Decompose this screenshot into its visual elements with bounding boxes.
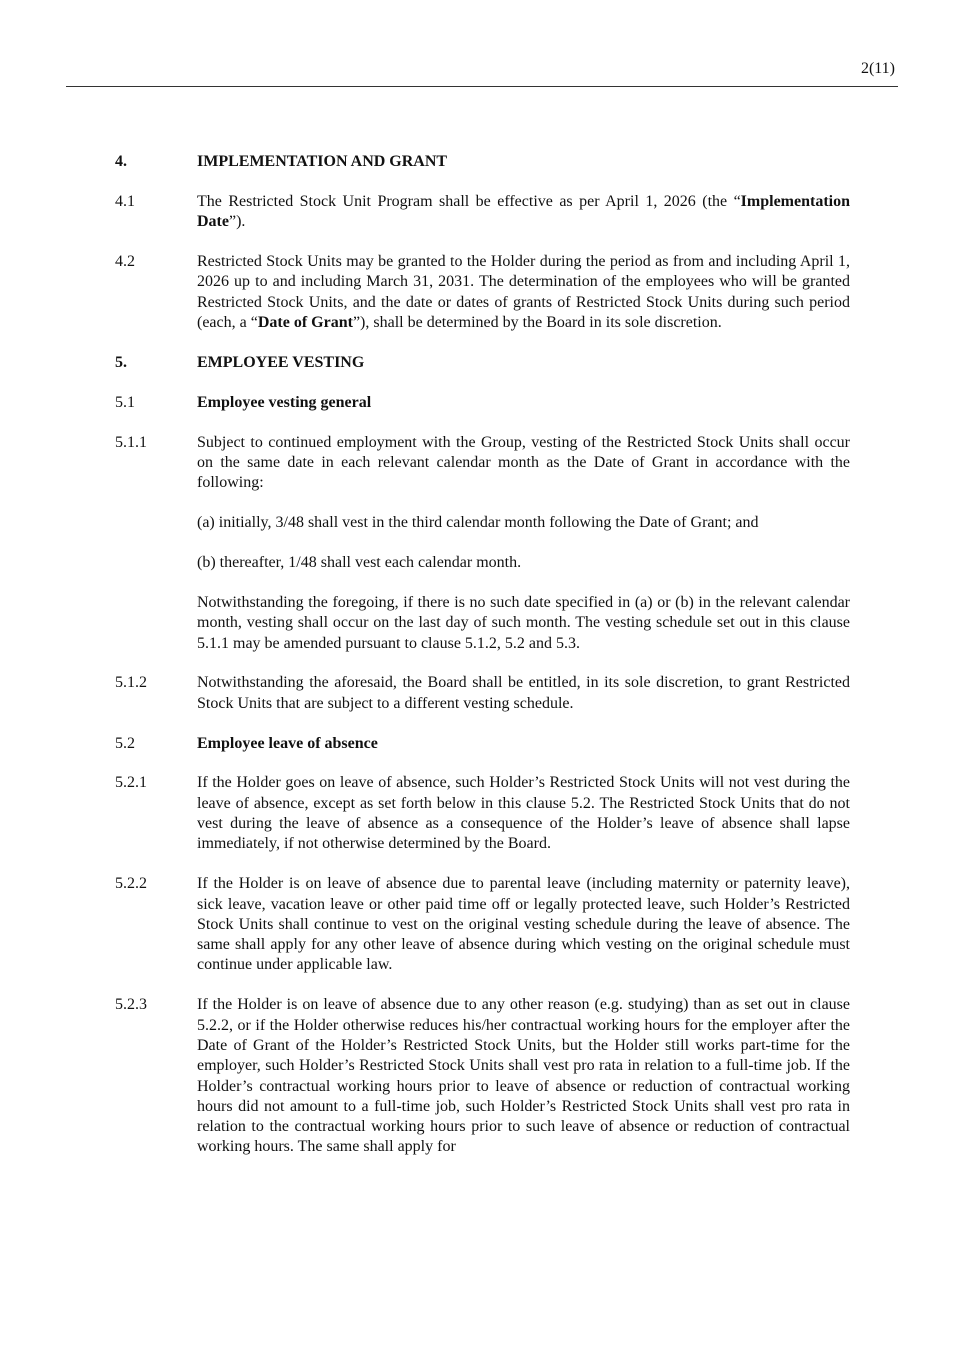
- section-title: EMPLOYEE VESTING: [197, 353, 365, 371]
- clause-5-2-3: [115, 995, 850, 1157]
- subsection-title: Employee vesting general: [197, 393, 372, 411]
- clause-number: 5.2.1: [115, 774, 147, 792]
- clause-text: If the Holder is on leave of absence due to parental leave (including maternity or paternity leave), sick leave, vacation leave or other paid time off or legally protected leave, such Holder’s Restricted Stock Units shall continue to vest on the original vesting schedule during the leave of absence. The same shall apply for any other leave of absence during which vesting on the original schedule must continue under applicable law.: [197, 875, 850, 974]
- page-number: 2(11): [860, 60, 895, 77]
- section-number: 5.: [115, 353, 127, 371]
- clause-text-part: ”), shall be determined by the Board in its sole discretion.: [352, 313, 722, 331]
- section-title: IMPLEMENTATION AND GRANT: [197, 153, 448, 170]
- defined-term: Implementation Date: [197, 192, 850, 231]
- defined-term: Date of Grant: [257, 313, 353, 331]
- document-body: [115, 152, 850, 1177]
- clause-number: 5.1.2: [115, 674, 147, 692]
- clause-5-1-1: [115, 433, 850, 494]
- subsection-title: Employee leave of absence: [197, 734, 378, 752]
- subsection-number: 5.2: [115, 734, 135, 752]
- clause-5-2-1: [115, 773, 850, 854]
- clause-item-b: (b) thereafter, 1/48 shall vest each calendar month.: [197, 554, 522, 572]
- section-5-heading: [115, 353, 850, 373]
- clause-5-1-2: [115, 673, 850, 714]
- clause-text-part: ”).: [228, 213, 246, 231]
- clause-text: [197, 192, 850, 233]
- clause-text: If the Holder is on leave of absence due to any other reason (e.g. studying) than as set out in clause 5.2.2, or if the Holder otherwise reduces his/her contractual working hours for the employer after the Date of Grant of the Holder’s Restricted Stock Units, but the Holder still works part-time for the employer, such Holder’s Restricted Stock Units shall vest pro rata in relation to a full-time job. If the Holder’s contractual working hours prior to leave of absence or reduction of contractual working hours did not amount to a full-time job, such Holder’s Restricted Stock Units shall vest pro rata in relation to the contractual working hours prior to such leave of absence or reduction of contractual working hours. The same shall apply for: [197, 996, 850, 1156]
- clause-5-2-2: [115, 874, 850, 975]
- clause-text: [197, 252, 850, 333]
- header-divider: [66, 86, 898, 87]
- clause-text-part: The Restricted Stock Unit Program shall be effective as per April 1, 2026 (the “: [197, 192, 741, 210]
- clause-4-1: [115, 192, 850, 233]
- section-4-heading: [115, 152, 850, 172]
- clause-text-part: Restricted Stock Units may be granted to the Holder during the period as from and including April 1, 2026 up to and including March 31, 2031. The determination of the employees who will be granted Restricted Stock Units, and the date or dates of grants of Restricted Stock Units during such period (each, a “: [197, 253, 850, 331]
- clause-4-2: [115, 252, 850, 333]
- clause-number: 4.2: [115, 253, 135, 271]
- section-number: 4.: [115, 153, 127, 170]
- clause-text: If the Holder goes on leave of absence, such Holder’s Restricted Stock Units will not vest during the leave of absence, except as set forth below in this clause 5.2. The Restricted Stock Units that do not vest during the leave of absence as a consequence of the Holder’s leave of absence shall lapse immediately, if not otherwise determined by the Board.: [197, 774, 850, 853]
- subsection-5-1-heading: [115, 393, 850, 413]
- clause-number: 4.1: [115, 192, 135, 210]
- clause-number: 5.1.1: [115, 433, 147, 451]
- clause-text: Subject to continued employment with the Group, vesting of the Restricted Stock Units shall occur on the same date in each relevant calendar month as the Date of Grant in accordance with the following:: [197, 433, 850, 492]
- subsection-number: 5.1: [115, 393, 135, 411]
- clause-text: Notwithstanding the aforesaid, the Board shall be entitled, in its sole discretion, to grant Restricted Stock Units that are subject to a different vesting schedule.: [197, 674, 850, 712]
- clause-number: 5.2.2: [115, 875, 147, 893]
- clause-item-a: (a) initially, 3/48 shall vest in the third calendar month following the Date of Grant; and: [197, 514, 759, 532]
- clause-number: 5.2.3: [115, 996, 147, 1014]
- clause-notwithstanding: Notwithstanding the foregoing, if there is no such date specified in (a) or (b) in the relevant calendar month, vesting shall occur on the last day of such month. The vesting schedule set out in this clause 5.1.1 may be amended pursuant to clause 5.1.2, 5.2 and 5.3.: [197, 593, 850, 652]
- subsection-5-2-heading: [115, 734, 850, 754]
